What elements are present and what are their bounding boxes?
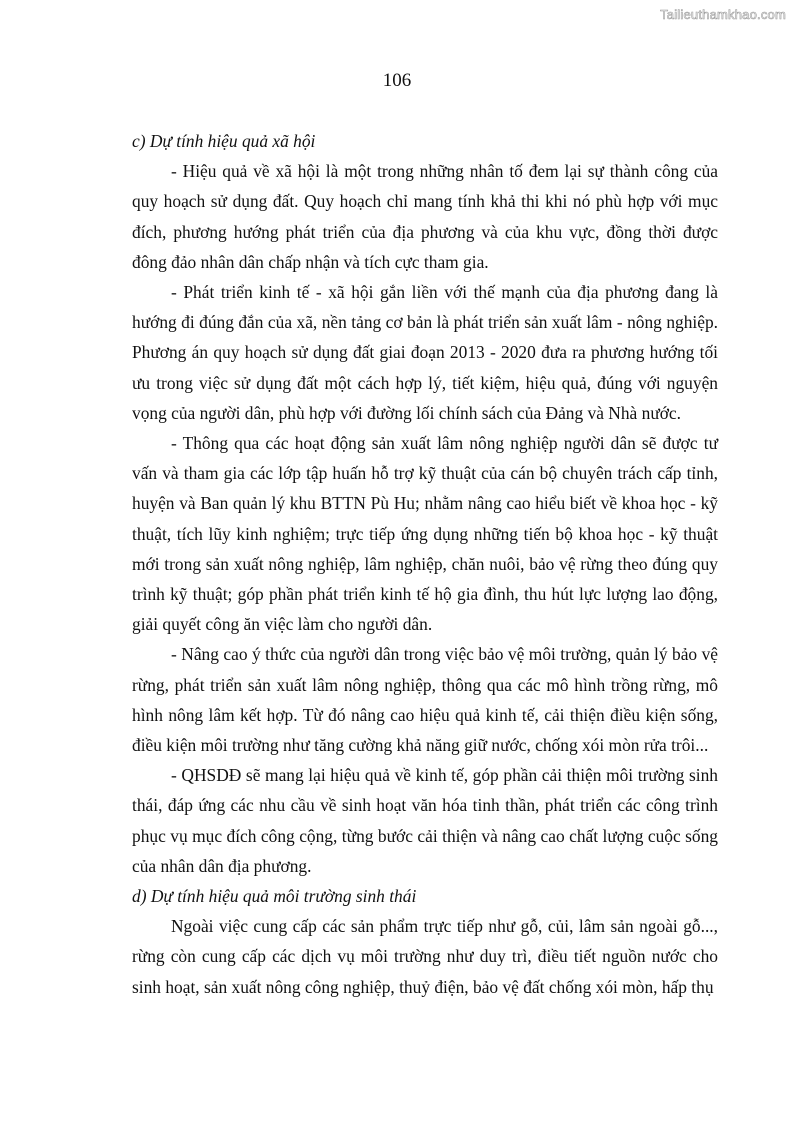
paragraph: - Nâng cao ý thức của người dân trong việc bảo vệ môi trường, quản lý bảo vệ rừng, phát triển sản xuất lâm nông nghiệp, thông qua các mô hình trồng rừng, mô hình nông lâm kết hợp. Từ đó nâng cao hiệu quả kinh tế, cải thiện điều kiện sống, điều kiện môi trường như tăng cường khả năng giữ nước, chống xói mòn rửa trôi...: [132, 644, 718, 756]
section-heading-social-effects: c) Dự tính hiệu quả xã hội: [132, 131, 316, 151]
document-body: [132, 126, 718, 1002]
watermark-text: Tailieuthamkhao.com: [660, 7, 786, 22]
paragraph: Ngoài việc cung cấp các sản phẩm trực tiếp như gỗ, củi, lâm sản ngoài gỗ..., rừng còn cung cấp các dịch vụ môi trường như duy trì, điều tiết nguồn nước cho sinh hoạt, sản xuất nông công nghiệp, thuỷ điện, bảo vệ đất chống xói mòn, hấp thụ: [132, 916, 718, 997]
paragraph: - QHSDĐ sẽ mang lại hiệu quả về kinh tế, góp phần cải thiện môi trường sinh thái, đáp ứng các nhu cầu về sinh hoạt văn hóa tinh thần, phát triển các công trình phục vụ mục đích công cộng, từng bước cải thiện và nâng cao chất lượng cuộc sống của nhân dân địa phương.: [132, 765, 718, 876]
paragraph: - Thông qua các hoạt động sản xuất lâm nông nghiệp người dân sẽ được tư vấn và tham gia các lớp tập huấn hỗ trợ kỹ thuật của cán bộ chuyên trách cấp tỉnh, huyện và Ban quản lý khu BTTN Pù Hu; nhằm nâng cao hiểu biết về khoa học - kỹ thuật, tích lũy kinh nghiệm; trực tiếp ứng dụng những tiến bộ khoa học - kỹ thuật mới trong sản xuất nông nghiệp, lâm nghiệp, chăn nuôi, bảo vệ rừng theo đúng quy trình kỹ thuật; góp phần phát triển kinh tế hộ gia đình, thu hút lực lượng lao động, giải quyết công ăn việc làm cho người dân.: [132, 433, 718, 635]
section-heading-ecological-effects: d) Dự tính hiệu quả môi trường sinh thái: [132, 886, 417, 907]
page-number: 106: [382, 70, 412, 91]
paragraph: - Hiệu quả về xã hội là một trong những nhân tố đem lại sự thành công của quy hoạch sử dụng đất. Quy hoạch chỉ mang tính khả thi khi nó phù hợp với mục đích, phương hướng phát triển của địa phương và của khu vực, đồng thời được đông đảo nhân dân chấp nhận và tích cực tham gia.: [132, 161, 718, 272]
paragraph: - Phát triển kinh tế - xã hội gắn liền với thế mạnh của địa phương đang là hướng đi đúng đắn của xã, nền tảng cơ bản là phát triển sản xuất lâm - nông nghiệp. Phương án quy hoạch sử dụng đất giai đoạn 2013 - 2020 đưa ra phương hướng tối ưu trong việc sử dụng đất một cách hợp lý, tiết kiệm, hiệu quả, đúng với nguyện vọng của người dân, phù hợp với đường lối chính sách của Đảng và Nhà nước.: [132, 282, 718, 423]
